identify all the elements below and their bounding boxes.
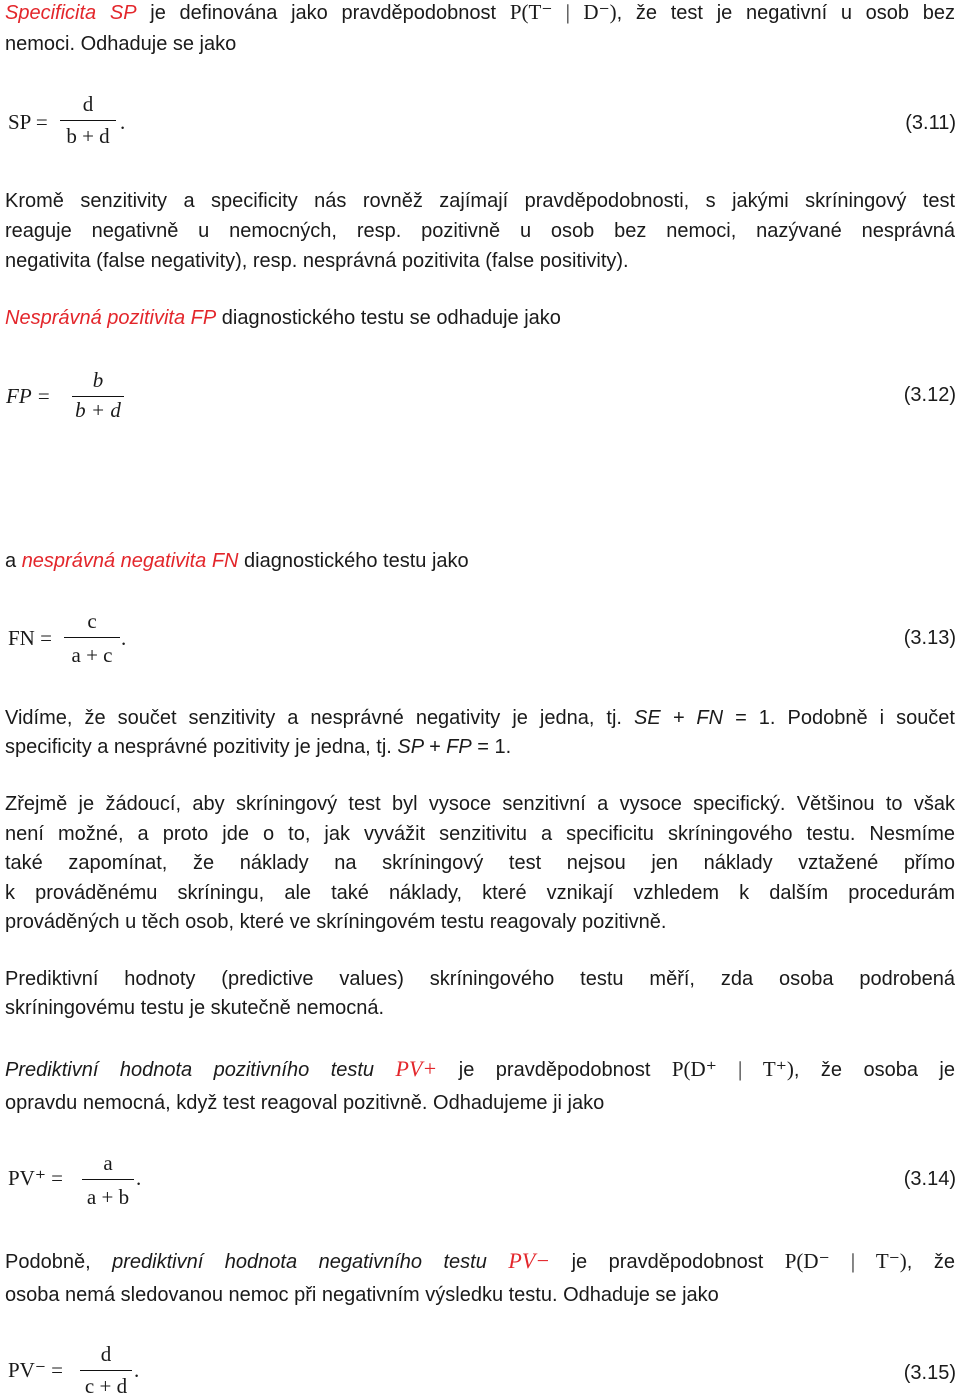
- p8-math: P(D⁺ | T⁺): [671, 1057, 794, 1081]
- p8-text-a: je pravděpodobnost: [458, 1059, 651, 1081]
- p1-text-a: je definována jako pravděpodobnost: [150, 2, 497, 24]
- p9-prefix: Podobně,: [5, 1251, 91, 1273]
- p9-text-b: , že: [906, 1251, 955, 1273]
- p7-line2: skríningovému testu je skutečně nemocná.: [5, 997, 385, 1019]
- p5-line2: specificity a nesprávné pozitivity je jedna, tj. SP + FP = 1.: [5, 736, 512, 758]
- p9-line2: osoba nemá sledovanou nemoc při negativním výsledku testu. Odhaduje se jako: [5, 1284, 719, 1306]
- p9-text-a: je pravděpodobnost: [571, 1251, 764, 1273]
- eq312-number: (3.12): [903, 384, 956, 406]
- p8-line2: opravdu nemocná, když test reagoval pozitivně. Odhadujeme ji jako: [5, 1092, 605, 1114]
- eq312-fraction: [70, 368, 126, 428]
- p8-text-b: , že osoba je: [793, 1059, 955, 1081]
- eq311-numerator: d: [82, 92, 94, 116]
- eq314-tail: .: [136, 1166, 142, 1190]
- p4-prefix: a: [5, 550, 17, 572]
- eq314-lhs: PV⁺ =: [8, 1166, 64, 1190]
- p7-line1: Prediktivní hodnoty (predictive values) skríningového testu měří, zda osoba podrobená: [5, 968, 955, 990]
- eq314-number: (3.14): [903, 1168, 956, 1190]
- eq312-numerator: b: [92, 368, 104, 392]
- p3-line: [5, 303, 561, 333]
- p1-line2: nemoci. Odhaduje se jako: [5, 33, 237, 55]
- p2-line1: Kromě senzitivity a specificity nás rovněž zajímají pravděpodobnosti, s jakými skríningový test: [5, 190, 955, 212]
- term-specificita: Specificita SP: [5, 2, 137, 24]
- symbol-pv-plus: PV+: [395, 1056, 438, 1081]
- p6-line5: prováděných u těch osob, které ve skríningovém testu reagovaly pozitivně.: [5, 911, 667, 933]
- term-pv-minus: prediktivní hodnota negativního testu: [112, 1251, 487, 1273]
- p3-text: diagnostického testu se odhaduje jako: [221, 307, 561, 329]
- p9-line1: [5, 1246, 955, 1277]
- eq313-lhs: FN =: [8, 626, 52, 650]
- eq315-tail: .: [134, 1358, 140, 1382]
- eq312-lhs: FP =: [6, 384, 51, 408]
- eq315-numerator: d: [100, 1342, 112, 1366]
- eq315-bar: [80, 1370, 132, 1371]
- eq315-number: (3.15): [903, 1362, 956, 1384]
- eq311-fraction: [58, 92, 118, 152]
- eq311-number: (3.11): [905, 112, 956, 134]
- eq315-denominator: c + d: [84, 1374, 128, 1398]
- eq311-bar: [60, 120, 116, 121]
- eq313-fraction: [62, 609, 122, 669]
- eq314-numerator: a: [103, 1151, 113, 1175]
- p9-math: P(D⁻ | T⁻): [784, 1249, 907, 1273]
- p1-line1: [5, 0, 955, 28]
- p2-line3: negativita (false negativity), resp. nesprávná pozitivita (false positivity).: [5, 250, 629, 272]
- eq313-tail: .: [121, 626, 127, 650]
- eq313-denominator: a + c: [71, 643, 113, 667]
- p6-line3: také zapomínat, že náklady na skríningový test nejsou jen náklady vztažené přímo: [5, 852, 955, 874]
- term-fp: Nesprávná pozitivita FP: [5, 307, 217, 329]
- eq314-denominator: a + b: [86, 1185, 130, 1209]
- p8-line1: [5, 1054, 955, 1085]
- p6-line2: není možné, a proto jde o to, jak vyvážit senzitivitu a specificitu skríningového testu. Nesmíme: [5, 823, 955, 845]
- p6-line4: k prováděnému skríningu, ale také náklady, které vznikají vzhledem k dalším procedurám: [5, 882, 955, 904]
- eq313-number: (3.13): [903, 627, 956, 649]
- p1-math: P(T⁻ | D⁻): [509, 0, 617, 24]
- term-pv-plus: Prediktivní hodnota pozitivního testu: [5, 1059, 375, 1081]
- eq311-tail: .: [120, 110, 126, 134]
- p2-line2: reaguje negativně u nemocných, resp. pozitivně u osob bez nemoci, nazývané nesprávná: [5, 220, 955, 242]
- eq313-bar: [64, 637, 120, 638]
- p5-line1: Vidíme, že součet senzitivity a nesprávné negativity je jedna, tj. SE + FN = 1. Podobně i součet: [5, 707, 955, 729]
- eq311-lhs: SP =: [8, 110, 48, 134]
- eq313-numerator: c: [87, 609, 97, 633]
- p1-text-b: , že test je negativní u osob bez: [616, 2, 956, 24]
- symbol-pv-minus: PV−: [508, 1248, 551, 1273]
- term-fn: nesprávná negativita FN: [21, 550, 239, 572]
- eq312-bar: [72, 396, 124, 397]
- eq311-denominator: b + d: [66, 124, 110, 148]
- p6-line1: Zřejmě je žádoucí, aby skríningový test byl vysoce senzitivní a vysoce specifický. Většinou to však: [5, 793, 955, 815]
- p4-line: [5, 546, 469, 576]
- eq314-bar: [82, 1179, 134, 1180]
- p4-text: diagnostického testu jako: [244, 550, 469, 572]
- eq315-lhs: PV⁻ =: [8, 1358, 64, 1382]
- eq315-fraction: [78, 1342, 134, 1399]
- eq312-denominator: b + d: [75, 398, 121, 422]
- eq314-fraction: [80, 1151, 136, 1211]
